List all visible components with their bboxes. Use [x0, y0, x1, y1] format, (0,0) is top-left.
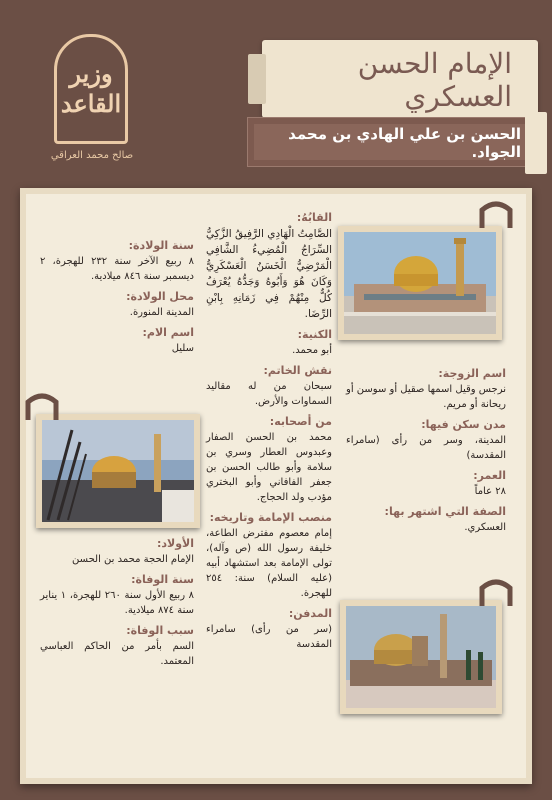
left-bottom-column: [40, 536, 194, 674]
section-children: [40, 536, 194, 567]
middle-column: [206, 210, 332, 657]
shrine-photo-left: [36, 414, 200, 528]
bookmark-bracket-bottom: [478, 578, 514, 608]
section-wife: [346, 366, 506, 412]
content-paper: [20, 188, 532, 784]
subtitle-notch: [525, 112, 547, 174]
section-epithet: [346, 504, 506, 535]
shrine-image-bottom: [346, 606, 496, 708]
section-value: العسكري.: [464, 522, 506, 533]
bookmark-bracket-left: [24, 392, 60, 422]
section-value: محمد بن الحسن الصفار وعبدوس العطار وسري بن سلامة وأبو طالب الحسن بن جعفر الفافاني وأبو البختري مؤدب ولد الحجاج.: [206, 432, 332, 503]
section-titles: [206, 210, 332, 322]
logo-mark: [54, 34, 128, 144]
logo-line-2: القاعد: [60, 89, 122, 118]
section-value: (سر من رأى) سامراء المقدسة: [206, 624, 332, 650]
section-ring: [206, 363, 332, 409]
section-imamate: [206, 510, 332, 601]
section-value: السم بأمر من الحاكم العباسي المعتمد.: [40, 641, 194, 667]
section-label: محل الولادة:: [126, 290, 194, 303]
section-value: المدينة، وسر من رأى (سامراء المقدسة): [346, 435, 506, 461]
section-mother: [40, 325, 194, 356]
page-title: الإمام الحسن العسكري: [357, 47, 512, 113]
section-label: منصب الإمامة وتاريخه:: [209, 511, 332, 524]
title-tab: [248, 54, 266, 104]
section-label: سنة الولادة:: [128, 239, 194, 252]
section-label: اسم الام:: [142, 326, 194, 339]
section-label: المدفن:: [288, 607, 332, 620]
right-column: [346, 366, 506, 540]
section-birth-place: [40, 289, 194, 320]
section-cities: [346, 417, 506, 463]
section-label: من أصحابه:: [269, 415, 332, 428]
section-companions: [206, 414, 332, 505]
logo-line-1: وزير: [69, 59, 113, 88]
section-value: الإمام الحجة محمد بن الحسن: [72, 554, 194, 565]
section-value: نرجس وقيل اسمها صقيل أو سوسن أو ريحانة أو مريم.: [346, 384, 506, 410]
section-label: القابُهُ:: [296, 211, 332, 224]
section-label: الكنية:: [297, 328, 332, 341]
logo: [44, 34, 140, 174]
section-age: [346, 468, 506, 499]
section-value: أبو محمد.: [292, 345, 332, 356]
section-birth-year: [40, 238, 194, 284]
section-label: الصفة التي اشتهر بها:: [384, 505, 506, 518]
section-label: سنة الوفاة:: [131, 573, 194, 586]
logo-author: صالح محمد العراقي: [50, 150, 134, 161]
left-top-column: [40, 238, 194, 361]
section-label: الأولاد:: [156, 537, 194, 550]
section-value: ٨ ربيع الآخر سنة ٢٣٢ للهجرة، ٢ ديسمبر سنة ٨٤٦ ميلادية.: [40, 256, 195, 282]
section-value: سليل: [171, 343, 194, 354]
section-value: إمام معصوم مفترض الطاعة، خليفة رسول الله (ص وآله)، تولى الإمامة بعد استشهاد أبيه (عليه السلام) سنة: ٢٥٤ للهجرة.: [206, 528, 332, 599]
shrine-image-top: [344, 232, 496, 334]
section-value: سبحان من له مقاليد السماوات والأرض.: [206, 381, 332, 407]
section-label: العمر:: [473, 469, 506, 482]
shrine-photo-top: [338, 226, 502, 340]
section-value: الصَّامِتُ الْهَادِي الرَّفِيقُ الزَّكِيُّ السِّرَاجُ الْمُضِيءُ الشَّافِي الْمَرْضِيُّ الْخَسَنُ الْعَسْكَرِيُّ وَكَانَ هُوَ وَأَبُوهُ وَجَدُّهُ يُعْرَفُ كُلٌّ مِنْهُمْ فِي زَمَانِهِ بِابْنِ الرِّضَا.: [206, 228, 332, 320]
section-value: المدينة المنورة.: [129, 307, 194, 318]
section-burial: [206, 606, 332, 652]
title-banner: [262, 40, 538, 118]
subtitle-bar: [247, 117, 538, 167]
section-kunya: [206, 327, 332, 358]
shrine-photo-bottom: [340, 600, 502, 714]
section-label: نقش الخاتم:: [263, 364, 332, 377]
bookmark-bracket-top: [478, 200, 514, 230]
section-death-cause: [40, 623, 194, 669]
section-value: ٢٨ عاماً: [474, 486, 506, 497]
shrine-image-left: [42, 420, 194, 522]
subtitle: الحسن بن علي الهادي بن محمد الجواد.: [288, 125, 521, 161]
section-value: ٨ ربيع الأول سنة ٢٦٠ للهجرة، ١ يناير سنة ٨٧٤ ميلادية.: [40, 590, 195, 616]
section-label: اسم الزوجة:: [438, 367, 506, 380]
section-label: مدن سكن فيها:: [421, 418, 506, 431]
section-label: سبب الوفاة:: [126, 624, 194, 637]
section-death-year: [40, 572, 194, 618]
